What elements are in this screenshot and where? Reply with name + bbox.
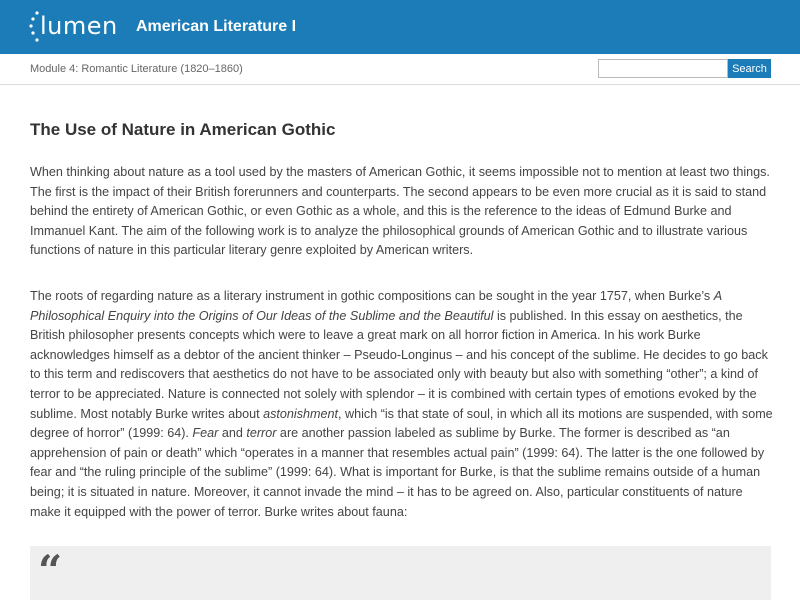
page-title: The Use of Nature in American Gothic (30, 120, 336, 139)
lumen-logo[interactable] (28, 8, 118, 46)
paragraph-text: are another passion labeled as sublime by Burke. The former is described as “an apprehension of pain or death” which “operates in a manner that resembles actual pain” (1999: 64). The latter is the one followed by fear and “the ruling principle of the sublime” (1999: 64). What is important for Burke, is that the sublime remains outside of a human being; it is situated in nature. Moreover, it cannot invade the mind – it has to be agreed on. Also, particular constituents of nature make it equipped with the power of terror. Burke writes about fauna: (30, 426, 765, 519)
emphasis-italic: Fear (192, 426, 219, 441)
book-title-italic: A Philosophical Enquiry into the Origins of Our Ideas of the Sublime and the Beautiful (30, 289, 722, 323)
article-paragraph-1: When thinking about nature as a tool used by the masters of American Gothic, it seems impossible not to mention at least two things. The first is the impact of their British forerunners and counterparts. The second appears to be even more crucial as it is said to stand behind the entirety of American Gothic, or even Gothic as a whole, and this is the reference to the ideas of Edmund Burke and Immanuel Kant. The aim of the following work is to analyze the philosophical grounds of American Gothic and to illustrate various functions of nature in this particular literary genre exploited by American writers. (30, 165, 770, 258)
paragraph-text: and (218, 426, 247, 441)
blockquote (30, 546, 771, 600)
course-title[interactable]: American Literature I (136, 18, 297, 35)
quote-mark-icon: “ (38, 546, 63, 595)
paragraph-text: The roots of regarding nature as a literary instrument in gothic compositions can be sought in the year 1757, when Burke’s (30, 289, 714, 303)
paragraph-text: , which “is that state of soul, in which all its motions are suspended, with some degree of horror” (1999: 64). (30, 406, 773, 441)
module-breadcrumb[interactable]: Module 4: Romantic Literature (1820–1860) (30, 63, 243, 75)
paragraph-text: is published. In this essay on aesthetics, the British philosopher presents concepts which were to leave a great mark on all horror fiction in America. In his work Burke acknowledges himself as a debtor of the ancient thinker – Pseudo-Longinus – and his concept of the sublime. He decides to go back to this term and rediscovers that aesthetics do not have to be associated only with beauty but also with something “other”; a kind of terror to be appreciated. Nature is connected not solely with splendor – it is combined with certain types of emotions evoked by the sublime. Most notably Burke writes about (30, 308, 768, 421)
search-button[interactable]: Search (728, 59, 771, 78)
logo-text: lumen (40, 12, 118, 40)
module-bar (0, 54, 800, 85)
top-header-bar (0, 0, 800, 54)
emphasis-italic: astonishment (263, 406, 338, 421)
article-paragraph-2 (30, 287, 775, 522)
search-input[interactable] (598, 59, 728, 78)
emphasis-italic: terror (246, 426, 277, 441)
